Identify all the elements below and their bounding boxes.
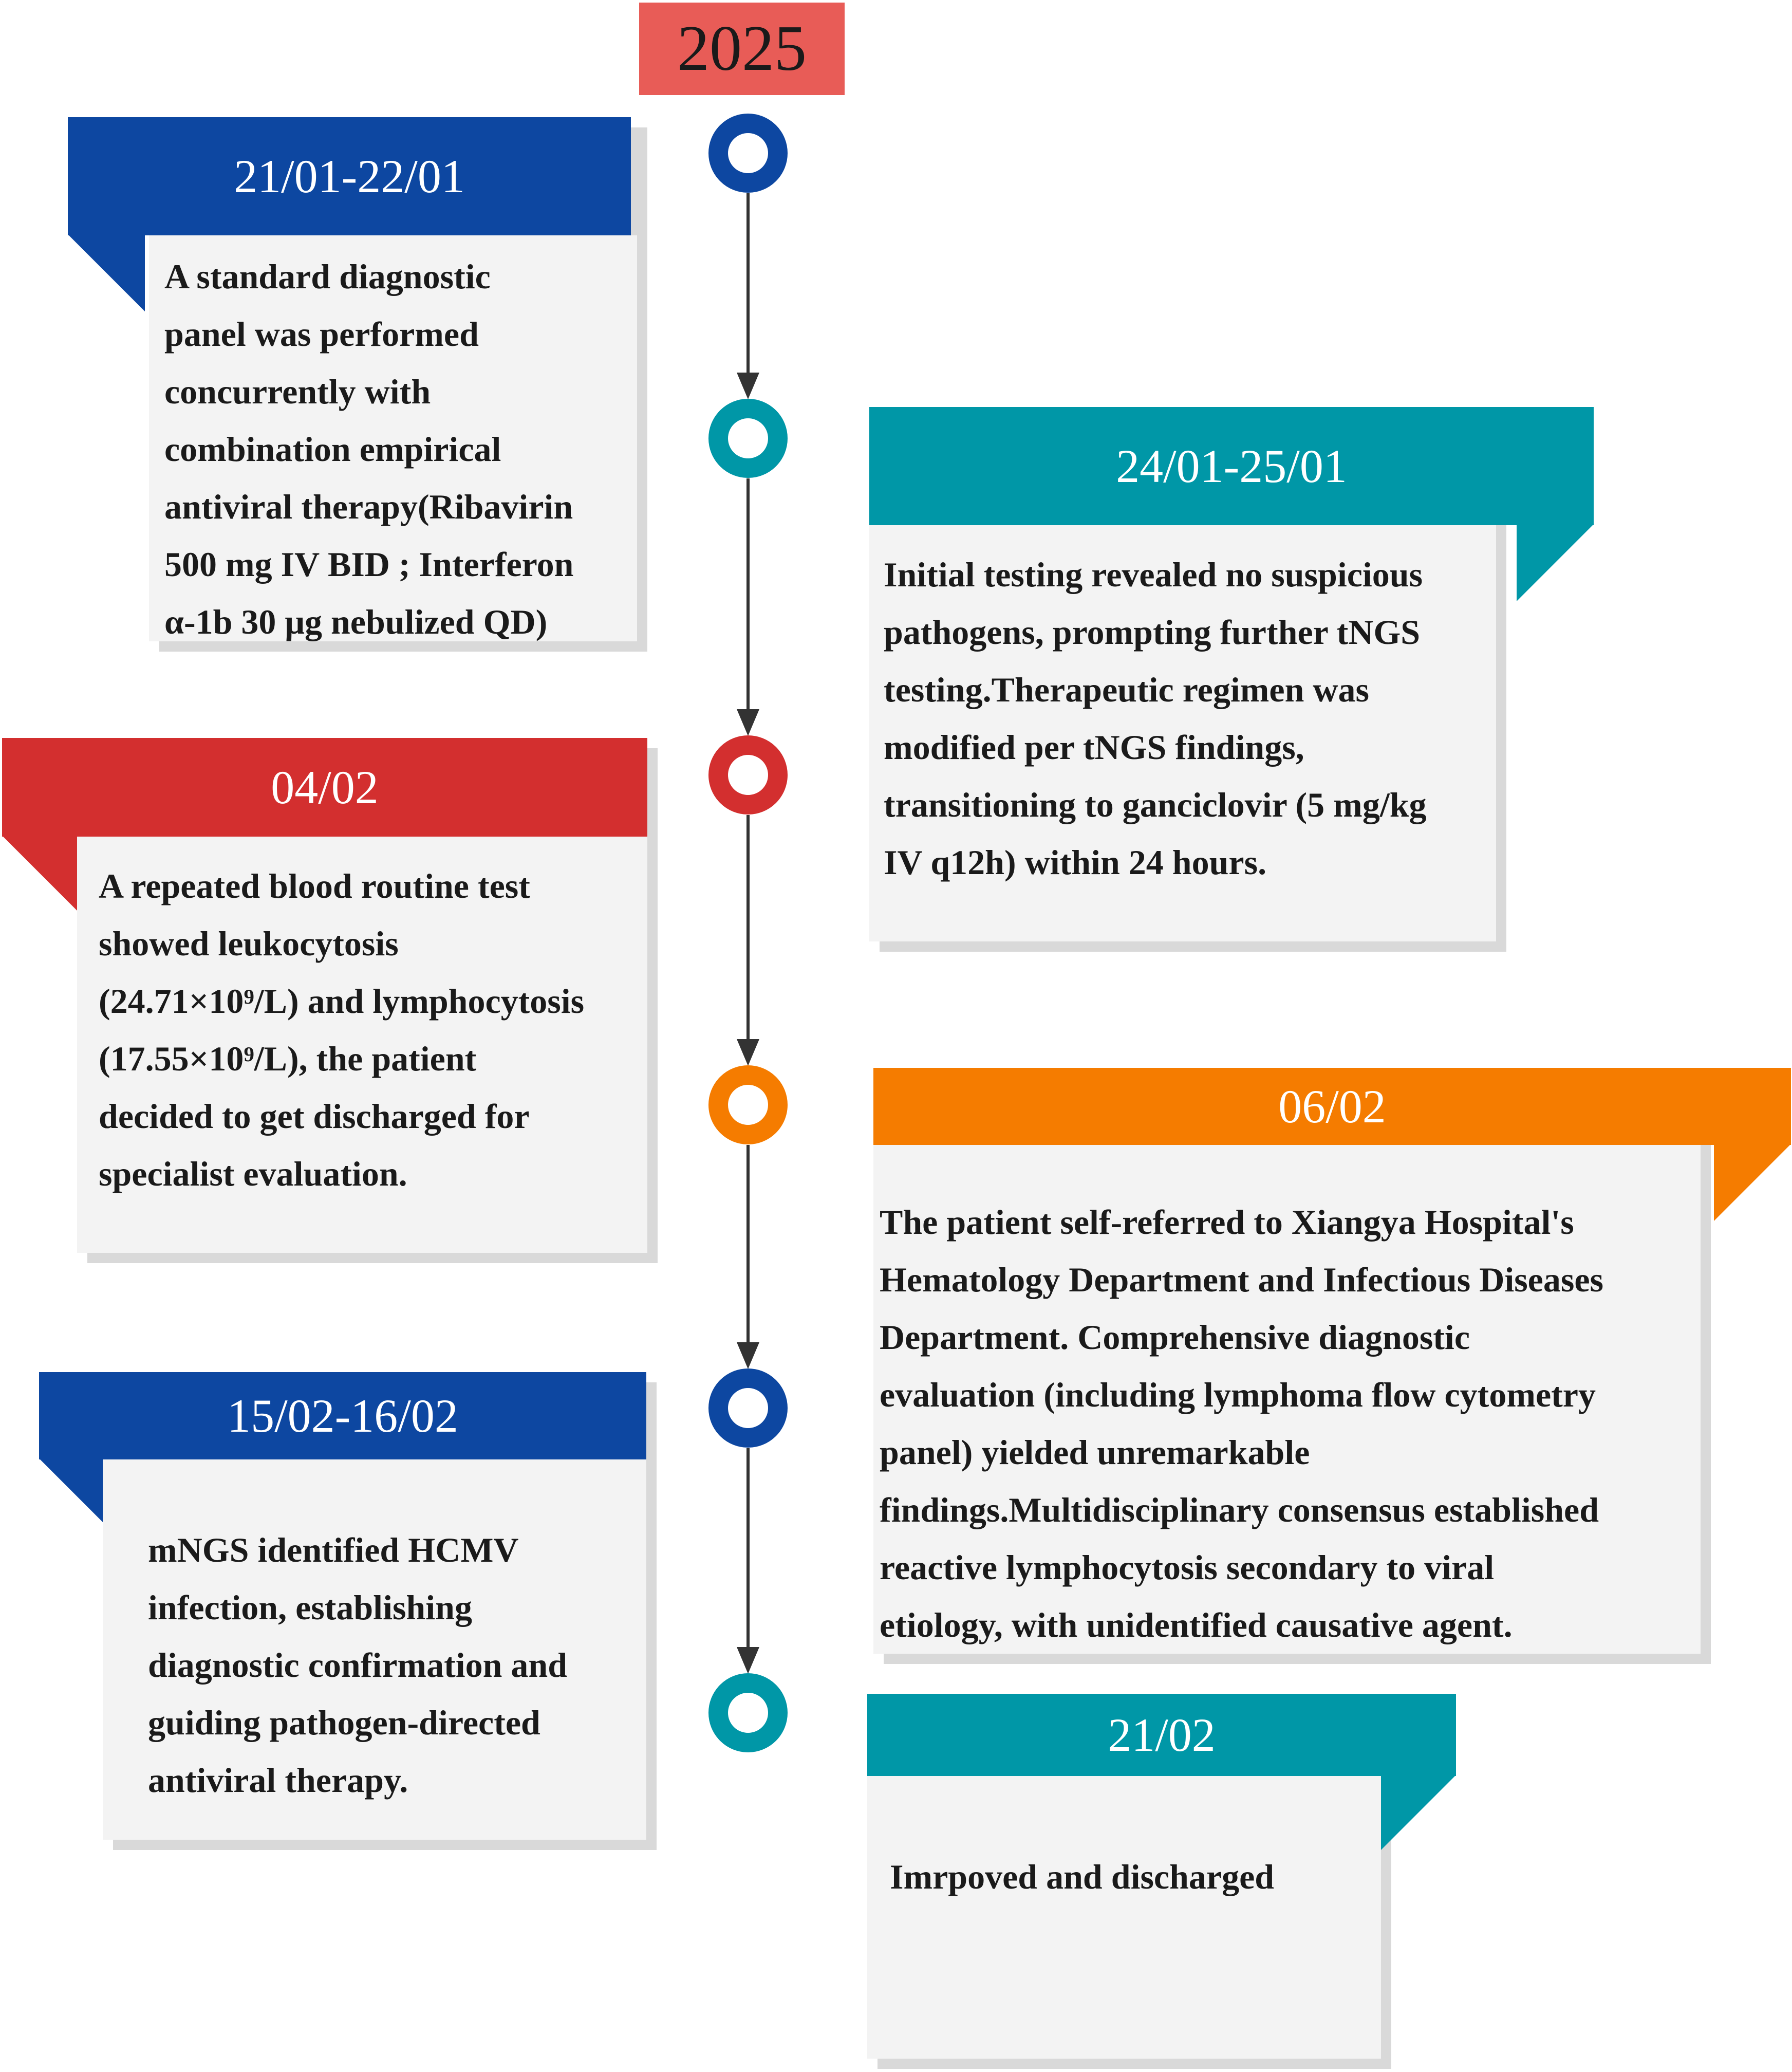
arrow-head-icon — [737, 1039, 759, 1066]
event-description: The patient self-referred to Xiangya Hospital's Hematology Department and Infectious Diseases Department. Comprehensive diagnostic evaluation (including lymphoma flow cytometry panel) yielded unremarkable findings.Multidisciplinary consensus established reactive lymphocytosis secondary to viral etiology, with unidentified causative agent. — [873, 1145, 1701, 1654]
event-date: 06/02 — [873, 1068, 1791, 1145]
event-description: A repeated blood routine test showed leukocytosis (24.71×10⁹/L) and lymphocytosis (17.55×10⁹/L), the patient decided to get discharged for specialist evaluation. — [77, 837, 647, 1253]
event-date: 15/02-16/02 — [39, 1372, 646, 1459]
timeline-node — [718, 123, 778, 183]
event-description: mNGS identified HCMV infection, establishing diagnostic confirmation and guiding pathogen-directed antiviral therapy. — [103, 1459, 646, 1840]
event-date: 21/02 — [867, 1694, 1456, 1776]
event-date: 04/02 — [2, 738, 647, 837]
timeline-node — [718, 1378, 778, 1438]
timeline-node — [718, 409, 778, 468]
timeline-node — [718, 1075, 778, 1135]
event-description: A standard diagnostic panel was performed concurrently with combination empirical antiviral therapy(Ribavirin 500 mg IV BID ; Interferon α-1b 30 μg nebulized QD) — [149, 235, 637, 641]
arrow-head-icon — [737, 709, 759, 736]
timeline-node — [718, 1683, 778, 1743]
event-date: 24/01-25/01 — [869, 407, 1594, 525]
event-description: Imrpoved and discharged — [867, 1776, 1381, 2059]
arrow-head-icon — [737, 1647, 759, 1674]
arrow-head-icon — [737, 1342, 759, 1369]
event-description: Initial testing revealed no suspicious pathogens, prompting further tNGS testing.Therapeutic regimen was modified per tNGS findings, transitioning to ganciclovir (5 mg/kg IV q12h) within 24 hours. — [869, 525, 1496, 941]
timeline-node — [718, 745, 778, 805]
event-date: 21/01-22/01 — [68, 117, 631, 235]
arrow-head-icon — [737, 373, 759, 399]
year-label: 2025 — [639, 3, 845, 95]
